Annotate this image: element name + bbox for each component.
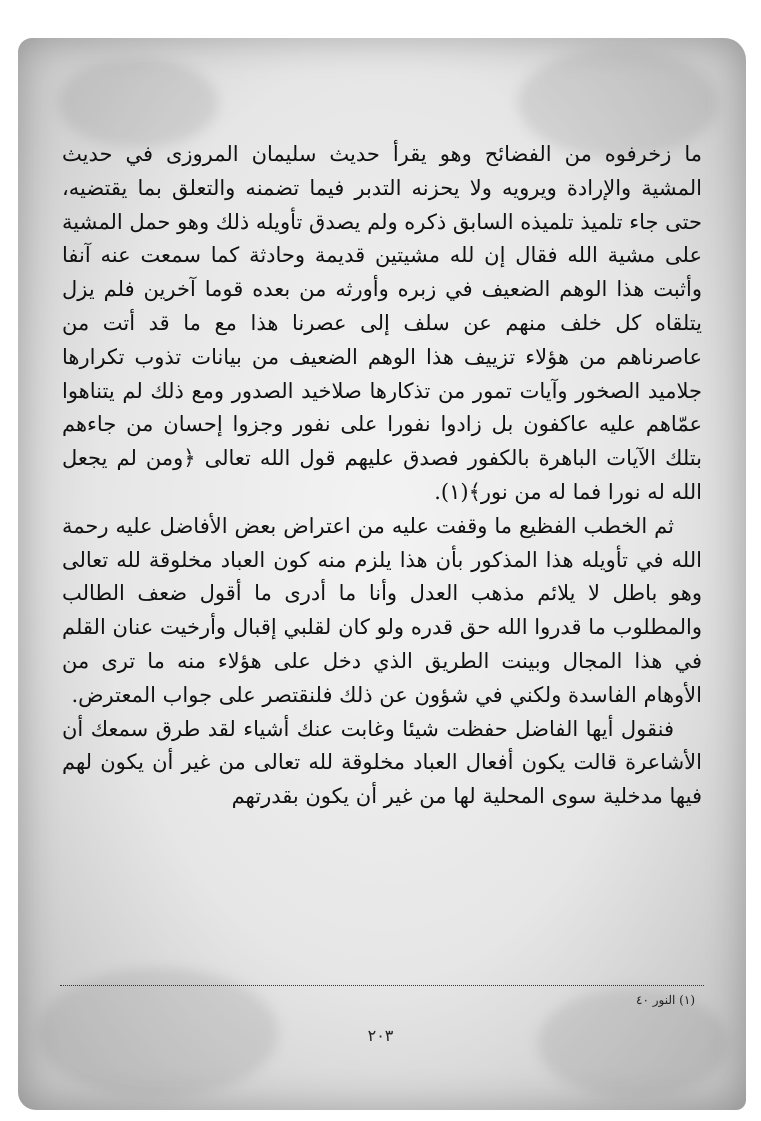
body-text bbox=[62, 138, 702, 814]
footnote-separator bbox=[60, 985, 704, 986]
paragraph-2: ثم الخطب الفظيع ما وقفت عليه من اعتراض بعض الأفاضل عليه رحمة الله في تأويله هذا المذكور بأن هذا يلزم منه كون العباد مخلوقة لله تعالى وهو باطل لا يلائم مذهب العدل وأنا ما أدرى ما أقول ضعف الطالب والمطلوب ما قدروا الله حق قدره ولو كان لقلبي إقبال وأرخيت عنان القلم في هذا المجال وبينت الطريق الذي دخل على هؤلاء منه ما ترى من الأوهام الفاسدة ولكني في شؤون عن ذلك فلنقتصر على جواب المعترض. bbox=[62, 513, 702, 707]
page-number: ٢٠٣ bbox=[367, 1026, 394, 1045]
footnote: (١) النور ٤٠ bbox=[636, 993, 695, 1007]
paper-stain bbox=[58, 58, 218, 148]
paragraph-1: ما زخرفوه من الفضائح وهو يقرأ حديث سليمان المروزى في حديث المشية والإرادة ويرويه ولا يحزنه التدبر فيما تضمنه والتعلق بما يقتضيه، حتى جاء تلميذ تلميذه السابق ذكره ولم يصدق تأويله ذلك وهو حمل المشية على مشية الله فقال إن لله مشيتين قديمة وحادثة كما سمعت عنه آنفا وأثبت هذا الوهم الضعيف في زبره وأورثه من بعده قوما آخرين فلم يزل يتلقاه كل خلف منهم عن سلف إلى عصرنا هذا مع ما قد أتت من عاصرناهم من هؤلاء تزييف هذا الوهم الضعيف من بيانات تذوب تكرارها جلاميد الصخور وآيات تمور من تذكارها صلاخيد الصدور ومع ذلك لم يتناهوا عمّاهم عليه عاكفون بل زادوا نفورا على نفور وجزوا إحسان من جاءهم بتلك الآيات الباهرة بالكفور فصدق عليهم قول الله تعالى ﴿ومن لم يجعل الله له نورا فما له من نور﴾(١). bbox=[61, 142, 702, 504]
paragraph-3: فنقول أيها الفاضل حفظت شيئا وغابت عنك أشياء لقد طرق سمعك أن الأشاعرة قالت يكون أفعال العباد مخلوقة لله تعالى من غير أن يكون لهم فيها مدخلية سوى المحلية لها من غير أن يكون بقدرتهم bbox=[62, 716, 702, 809]
